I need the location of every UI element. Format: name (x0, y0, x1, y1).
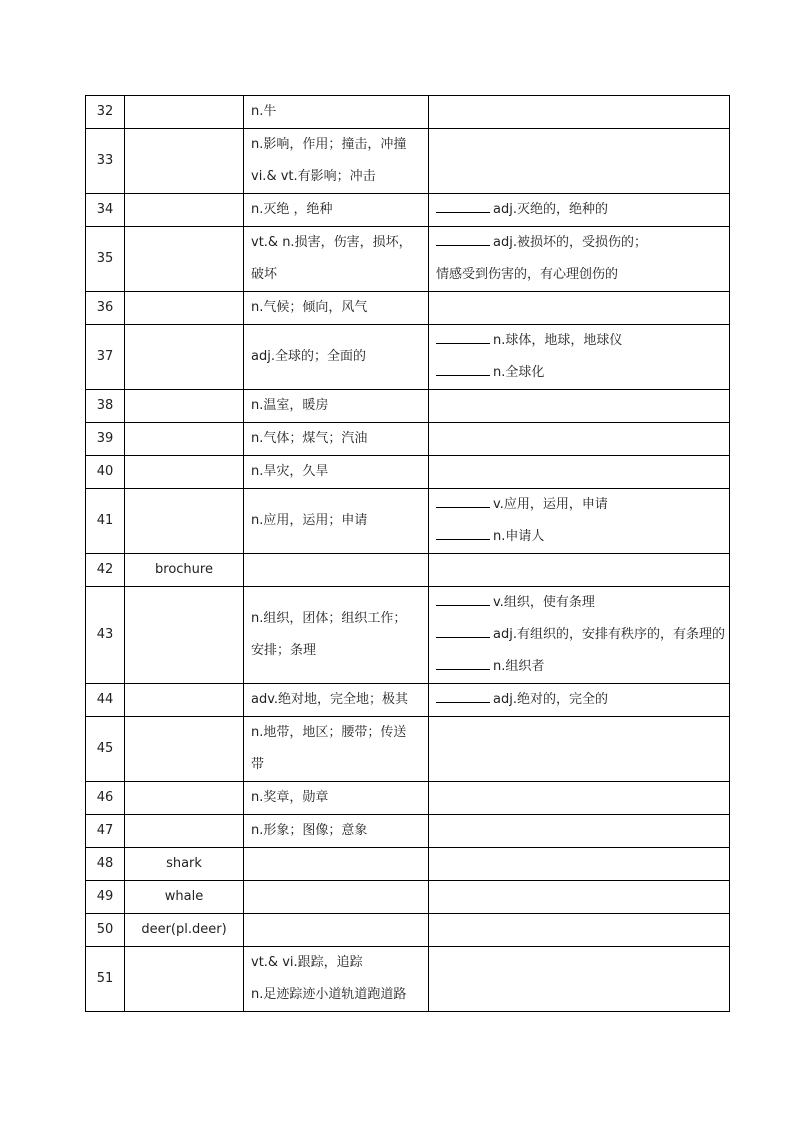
derivatives-cell (429, 782, 730, 815)
derivative-line (436, 587, 722, 619)
derivative-text: n.组织者 (493, 659, 545, 674)
row-number: 39 (86, 423, 125, 456)
derivatives-cell (429, 947, 730, 1012)
meaning-line: n.奖章，勋章 (251, 790, 329, 805)
row-number: 47 (86, 815, 125, 848)
row-number: 42 (86, 554, 125, 587)
derivative-line (436, 651, 722, 683)
english-word-cell (125, 947, 244, 1012)
english-word-cell (125, 129, 244, 194)
meaning-line: n.足迹踪迹小道轨道跑道路 (251, 987, 407, 1002)
table-row (86, 292, 730, 325)
table-row (86, 587, 730, 684)
row-number: 43 (86, 587, 125, 684)
derivative-line (436, 227, 722, 259)
chinese-meaning-cell (244, 194, 429, 227)
row-number: 33 (86, 129, 125, 194)
derivatives-cell (429, 129, 730, 194)
meaning-line: n.形象；图像；意象 (251, 823, 368, 838)
english-word-cell (125, 782, 244, 815)
table-row (86, 489, 730, 554)
meaning-line: 破坏 (251, 267, 278, 282)
derivative-line (436, 357, 722, 389)
english-word-cell (125, 423, 244, 456)
derivatives-cell (429, 423, 730, 456)
english-word-cell: brochure (125, 554, 244, 587)
meaning-line: adv.绝对地，完全地；极其 (251, 692, 409, 707)
row-number: 46 (86, 782, 125, 815)
meaning-line: n.组织，团体；组织工作； (251, 611, 407, 626)
meaning-line: n.旱灾，久旱 (251, 464, 329, 479)
chinese-meaning-cell (244, 390, 429, 423)
derivatives-cell (429, 815, 730, 848)
row-number: 34 (86, 194, 125, 227)
meaning-line: n.影响，作用；撞击，冲撞 (251, 137, 407, 152)
english-word-cell: whale (125, 881, 244, 914)
table-row (86, 390, 730, 423)
english-word-cell: deer(pl.deer) (125, 914, 244, 947)
fill-in-blank[interactable] (436, 526, 490, 540)
row-number: 36 (86, 292, 125, 325)
meaning-line: n.灭绝 ，绝种 (251, 202, 333, 217)
row-number: 50 (86, 914, 125, 947)
chinese-meaning-cell (244, 947, 429, 1012)
table-row (86, 947, 730, 1012)
table-row (86, 325, 730, 390)
derivative-text: adj.绝对的，完全的 (493, 692, 608, 707)
english-word-cell (125, 815, 244, 848)
row-number: 38 (86, 390, 125, 423)
meaning-line: n.温室，暖房 (251, 398, 329, 413)
table-row (86, 194, 730, 227)
row-number: 32 (86, 96, 125, 129)
meaning-line: n.气体；煤气；汽油 (251, 431, 368, 446)
table-row (86, 684, 730, 717)
derivatives-cell (429, 96, 730, 129)
chinese-meaning-cell (244, 848, 429, 881)
fill-in-blank[interactable] (436, 330, 490, 344)
english-word-cell: shark (125, 848, 244, 881)
table-row (86, 96, 730, 129)
derivative-text: 情感受到伤害的，有心理创伤的 (436, 267, 619, 282)
derivatives-cell (429, 227, 730, 292)
chinese-meaning-cell (244, 227, 429, 292)
fill-in-blank[interactable] (436, 624, 490, 638)
english-word-cell (125, 325, 244, 390)
chinese-meaning-cell (244, 914, 429, 947)
table-row (86, 848, 730, 881)
row-number: 51 (86, 947, 125, 1012)
chinese-meaning-cell (244, 717, 429, 782)
chinese-meaning-cell (244, 489, 429, 554)
english-word-cell (125, 489, 244, 554)
english-word-cell (125, 456, 244, 489)
derivative-text: n.球体，地球，地球仪 (493, 333, 623, 348)
table-row (86, 423, 730, 456)
fill-in-blank[interactable] (436, 656, 490, 670)
row-number: 45 (86, 717, 125, 782)
meaning-line: vi.& vt.有影响；冲击 (251, 169, 376, 184)
derivative-line (436, 259, 722, 291)
meaning-line: 安排；条理 (251, 643, 317, 658)
derivative-text: adj.被损坏的，受损伤的； (493, 235, 647, 250)
english-word-cell (125, 96, 244, 129)
derivatives-cell (429, 587, 730, 684)
table-row (86, 227, 730, 292)
table-row (86, 914, 730, 947)
table-row (86, 129, 730, 194)
chinese-meaning-cell (244, 815, 429, 848)
chinese-meaning-cell (244, 456, 429, 489)
meaning-line: n.牛 (251, 104, 277, 119)
derivative-line (436, 521, 722, 553)
table-row (86, 782, 730, 815)
table-row (86, 456, 730, 489)
derivatives-cell (429, 554, 730, 587)
derivatives-cell (429, 325, 730, 390)
chinese-meaning-cell (244, 684, 429, 717)
derivative-text: n.申请人 (493, 529, 545, 544)
meaning-line: n.应用，运用；申请 (251, 513, 368, 528)
meaning-line: 带 (251, 757, 265, 772)
derivatives-cell (429, 292, 730, 325)
english-word-cell (125, 292, 244, 325)
table-row (86, 554, 730, 587)
vocabulary-table (85, 95, 730, 1012)
derivative-text: n.全球化 (493, 365, 545, 380)
meaning-line: n.气候；倾向，风气 (251, 300, 368, 315)
derivatives-cell (429, 456, 730, 489)
english-word-cell (125, 194, 244, 227)
derivative-text: v.应用，运用，申请 (493, 497, 608, 512)
chinese-meaning-cell (244, 325, 429, 390)
english-word-cell (125, 587, 244, 684)
english-word-cell (125, 717, 244, 782)
meaning-line: vt.& n.损害，伤害，损坏， (251, 235, 412, 250)
chinese-meaning-cell (244, 96, 429, 129)
chinese-meaning-cell (244, 881, 429, 914)
fill-in-blank[interactable] (436, 689, 490, 703)
row-number: 40 (86, 456, 125, 489)
row-number: 41 (86, 489, 125, 554)
row-number: 37 (86, 325, 125, 390)
table-row (86, 881, 730, 914)
english-word-cell (125, 684, 244, 717)
derivatives-cell (429, 489, 730, 554)
table-row (86, 717, 730, 782)
chinese-meaning-cell (244, 423, 429, 456)
chinese-meaning-cell (244, 554, 429, 587)
derivatives-cell (429, 914, 730, 947)
derivative-text: adj.有组织的，安排有秩序的，有条理的 (493, 627, 725, 642)
derivatives-cell (429, 848, 730, 881)
meaning-line: adj.全球的；全面的 (251, 349, 366, 364)
english-word-cell (125, 390, 244, 423)
meaning-line: vt.& vi.跟踪，追踪 (251, 955, 363, 970)
derivative-line (436, 489, 722, 521)
row-number: 48 (86, 848, 125, 881)
table-row (86, 815, 730, 848)
row-number: 35 (86, 227, 125, 292)
row-number: 44 (86, 684, 125, 717)
fill-in-blank[interactable] (436, 362, 490, 376)
derivative-line (436, 194, 722, 226)
chinese-meaning-cell (244, 292, 429, 325)
derivatives-cell (429, 881, 730, 914)
fill-in-blank[interactable] (436, 592, 490, 606)
derivatives-cell (429, 194, 730, 227)
derivatives-cell (429, 717, 730, 782)
derivatives-cell (429, 390, 730, 423)
fill-in-blank[interactable] (436, 199, 490, 213)
fill-in-blank[interactable] (436, 232, 490, 246)
derivative-text: adj.灭绝的，绝种的 (493, 202, 608, 217)
derivatives-cell (429, 684, 730, 717)
chinese-meaning-cell (244, 129, 429, 194)
fill-in-blank[interactable] (436, 494, 490, 508)
chinese-meaning-cell (244, 782, 429, 815)
derivative-line (436, 684, 722, 716)
chinese-meaning-cell (244, 587, 429, 684)
derivative-line (436, 619, 725, 651)
vocabulary-table-body (86, 96, 730, 1012)
meaning-line: n.地带，地区；腰带；传送 (251, 725, 407, 740)
derivative-text: v.组织，使有条理 (493, 595, 595, 610)
english-word-cell (125, 227, 244, 292)
row-number: 49 (86, 881, 125, 914)
derivative-line (436, 325, 722, 357)
